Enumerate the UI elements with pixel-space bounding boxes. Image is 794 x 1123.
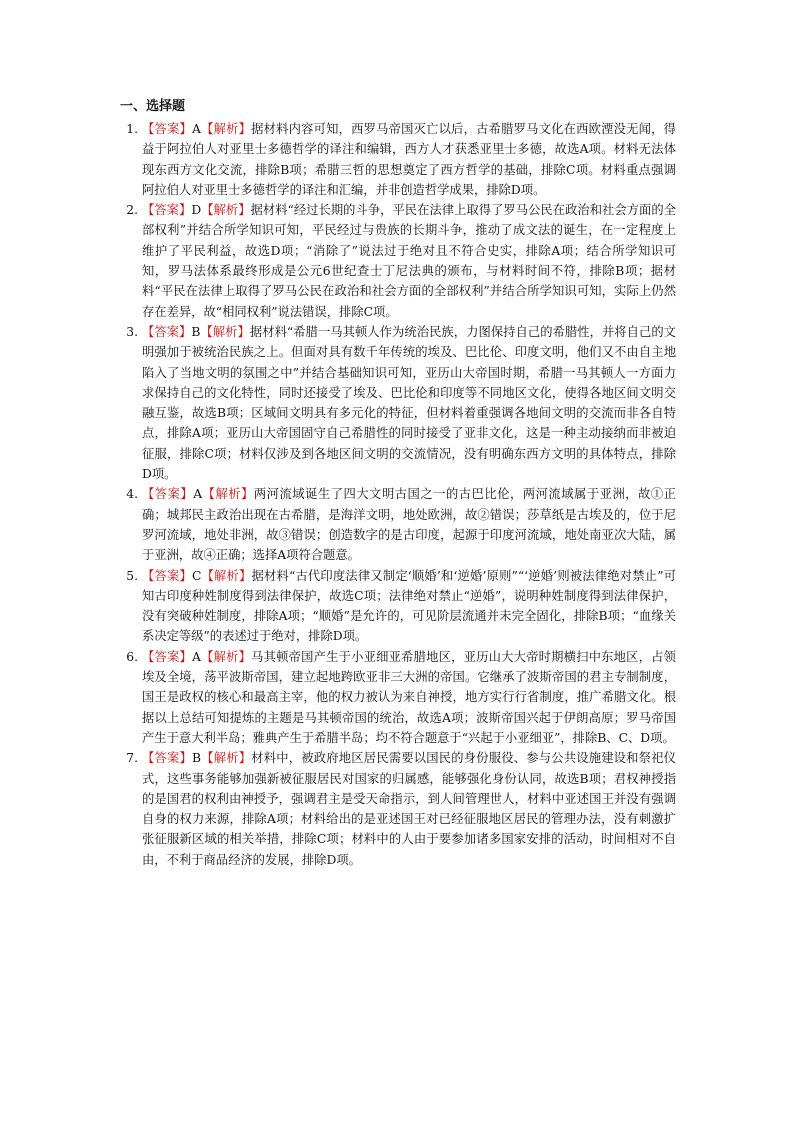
answer-item-6 [120,647,676,748]
analysis-text: 据材料“古代印度法律又制定‘顺婚’和‘逆婚’原则”“‘逆婚’则被法律绝对禁止”可知古印度种姓制度得到法律保护，故选C项；法律绝对禁止“逆婚”，说明种姓制度得到法律保护，没有突破种姓制度，排除A项；“顺婚”是允许的，可见阶层流通并未完全固化，排除B项；“血缘关系决定等级”的表述过于绝对，排除D项。 [142,568,676,644]
item-body [142,322,676,484]
analysis-tag: 【解析】 [200,649,252,664]
analysis-text: 马其顿帝国产生于小亚细亚希腊地区，亚历山大大帝时期横扫中东地区，占领埃及全境，荡平波斯帝国，建立起地跨欧亚非三大洲的帝国。它继承了波斯帝国的君主专制制度，国王是政权的核心和最高主宰，他的权力被认为来自神授，地方实行行省制度，推广希腊文化。根据以上总结可知提炼的主题是马其顿帝国的统治，故选A项；波斯帝国兴起于伊朗高原；罗马帝国产生于意大利半岛；雅典产生于希腊半岛；均不符合题意于“兴起于小亚细亚”，排除B、C、D项。 [142,649,676,745]
item-number: 6. [126,649,138,664]
answer-tag: 【答案】 [142,568,192,583]
answer-choice: A [193,487,203,502]
analysis-text: 据材料“希腊一马其顿人作为统治民族，力图保持自己的希腊性，并将自己的文明强加于被统治民族之上。但面对具有数千年传统的埃及、巴比伦、印度文明，他们又不由自主地陷入了当地文明的氛围之中”并结合基础知识可知，亚历山大帝国时期，希腊一马其顿人一方面力求保持自己的文化特性，同时还接受了埃及、巴比伦和印度等不同地区文化，使得各地区间文明交融互鉴，故选B项；区域间文明具有多元化的特征，但材料着重强调各地间文明的交流而非各自特点，排除A项；亚历山大帝国固守自己希腊性的同时接受了亚非文化，这是一种主动接纳而非被迫征服，排除C项；材料仅涉及到各地区间文明的交流情况，没有明确东西方文明的具体特点，排除D项。 [142,324,676,482]
analysis-text: 据材料内容可知，西罗马帝国灭亡以后，古希腊罗马文化在西欧湮没无闻，得益于阿拉伯人对亚里士多德哲学的译注和编辑，西方人才获悉亚里士多德，故选A项。材料无法体现东西方文化交流，排除B项；希腊三哲的思想奠定了西方哲学的基础，排除C项。材料重点强调阿拉伯人对亚里士多德哲学的译注和汇编，并非创造哲学成果，排除D项。 [142,122,676,197]
answer-tag: 【答案】 [142,203,192,218]
analysis-tag: 【解析】 [201,203,251,218]
answer-item-2 [120,200,676,322]
answer-item-3 [120,322,676,484]
answer-tag: 【答案】 [142,649,193,664]
answer-tag: 【答案】 [142,324,192,339]
item-number: 1. [126,122,138,136]
analysis-text: 据材料“经过长期的斗争，平民在法律上取得了罗马公民在政治和社会方面的全部权利”并结合所学知识可知，平民经过与贵族的长期斗争，推动了成文法的诞生，在一定程度上维护了平民利益，故选D项；“消除了”说法过于绝对且不符合史实，排除A项；结合所学知识可知，罗马法体系最终形成是公元6世纪查士丁尼法典的颁布，与材料时间不符，排除B项；据材料“平民在法律上取得了罗马公民在政治和社会方面的全部权利”并结合所学知识可知，实际上仍然存在差异，故“相同权利”说法错误，排除C项。 [142,203,676,319]
answer-choice: A [192,122,201,136]
answer-item-5 [120,566,676,647]
item-body [142,119,676,200]
answer-item-7 [120,748,676,870]
answer-choice: D [191,203,202,218]
analysis-tag: 【解析】 [202,487,254,502]
answer-tag: 【答案】 [142,751,192,766]
analysis-text: 材料中，被政府地区居民需要以国民的身份服役、参与公共设施建设和祭祀仪式，这些事务能够加强新被征服居民对国家的归属感，能够强化身份认同，故选B项；君权神授指的是国君的权利由神授予，强调君主是受天命指示，到人间管理世人，材料中亚述国王并没有强调自身的权力来源，排除A项；材料给出的是亚述国王对已经征服地区居民的管理办法，没有刺激扩张征服新区域的相关举措，排除C项；材料中的人由于要参加诸多国家安排的活动，时间相对不自由，不利于商品经济的发展，排除D项。 [142,751,676,867]
answer-item-1 [120,119,676,200]
answer-choice: B [192,751,202,766]
item-body [142,566,676,647]
item-number: 3. [126,324,138,339]
answer-choice: B [191,324,201,339]
answer-tag: 【答案】 [142,487,194,502]
answer-choice: C [191,568,202,583]
item-number: 4. [126,487,138,502]
item-number: 5. [126,568,138,583]
item-body [142,484,676,565]
item-number: 2. [126,203,138,218]
item-number: 7. [126,751,138,766]
analysis-text: 两河流域诞生了四大文明古国之一的古巴比伦，两河流域属于亚洲，故①正确；城邦民主政治出现在古希腊，是海洋文明，地处欧洲，故②错误；莎草纸是古埃及的，位于尼罗河流域，地处非洲，故③错误；创造数字的是古印度，起源于印度河流域，地处南亚次大陆，属于亚洲，故④正确；选择A项符合题意。 [142,487,676,563]
item-body [142,647,676,748]
analysis-tag: 【解析】 [200,324,250,339]
analysis-tag: 【解析】 [200,122,252,136]
section-title: 一、选择题 [120,99,186,114]
analysis-tag: 【解析】 [201,751,252,766]
answer-list [120,119,676,870]
analysis-tag: 【解析】 [201,568,252,583]
item-body [142,748,676,870]
answer-choice: A [192,649,201,664]
answer-tag: 【答案】 [142,122,193,136]
item-body [142,200,676,322]
answer-item-4 [120,484,676,565]
